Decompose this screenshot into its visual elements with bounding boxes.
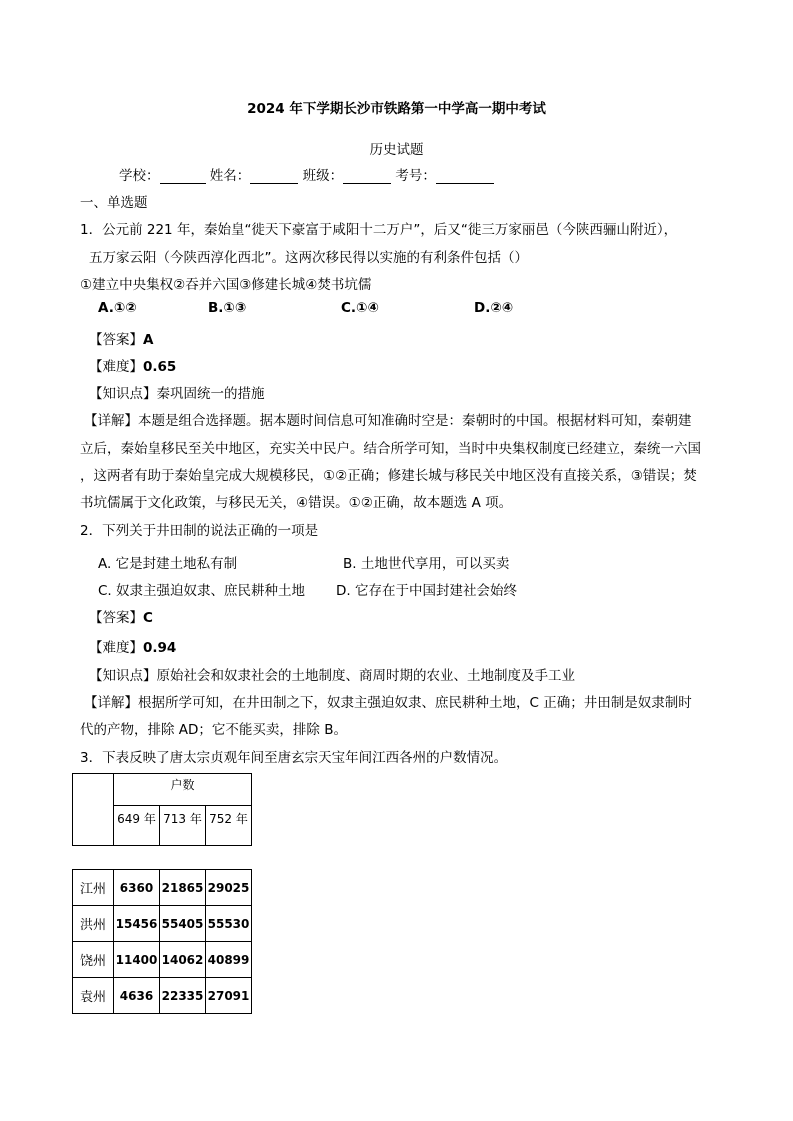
table-cell: 15456 <box>114 906 160 942</box>
q1-option-b: B.①③ <box>208 300 247 316</box>
q2-option-d: D. 它存在于中国封建社会始终 <box>336 583 517 599</box>
difficulty-label: 【难度】 <box>89 359 143 375</box>
q3-header-table <box>72 773 252 846</box>
difficulty-value: 0.65 <box>143 359 177 375</box>
q2-stem: 2．下列关于井田制的说法正确的一项是 <box>80 523 319 539</box>
q1-knowledge <box>89 382 265 402</box>
class-blank <box>343 168 391 184</box>
school-label: 学校： <box>119 168 160 184</box>
class-label: 班级： <box>302 168 344 184</box>
year-752: 752 年 <box>206 806 252 846</box>
header-households: 户数 <box>114 774 252 806</box>
prefecture-name: 饶州 <box>73 942 114 978</box>
q2-knowledge <box>89 664 575 684</box>
exam-subject: 历史试题 <box>369 142 424 158</box>
number-label: 考号： <box>395 168 436 184</box>
q1-detail-line4: 书坑儒属于文化政策，与移民无关，④错误。①②正确，故本题选 A 项。 <box>80 495 513 511</box>
table-cell: 11400 <box>114 942 160 978</box>
q1-detail-line2: 立后，秦始皇移民至关中地区，充实关中民户。结合所学可知，当时中央集权制度已经建立，秦统一六国 <box>80 441 701 457</box>
name-blank <box>250 168 298 184</box>
knowledge-value: 秦巩固统一的措施 <box>156 386 265 402</box>
q1-stem-line2: 五万家云阳（今陕西淳化西北”。这两次移民得以实施的有利条件包括（） <box>89 250 528 266</box>
answer-value: A <box>143 332 154 348</box>
detail-label: 【详解】 <box>84 413 138 429</box>
table-cell: 40899 <box>206 942 252 978</box>
difficulty-label: 【难度】 <box>89 640 143 656</box>
q3-stem: 3．下表反映了唐太宗贞观年间至唐玄宗天宝年间江西各州的户数情况。 <box>80 750 508 766</box>
answer-label: 【答案】 <box>89 610 143 626</box>
difficulty-value: 0.94 <box>143 640 177 656</box>
school-blank <box>160 168 206 184</box>
number-blank <box>436 168 494 184</box>
name-label: 姓名： <box>209 168 251 184</box>
answer-value: C <box>143 610 153 626</box>
student-info-fields <box>119 164 494 184</box>
detail-text: 根据所学可知，在井田制之下，奴隶主强迫奴隶、庶民耕种土地，C 正确；井田制是奴隶制时 <box>138 695 692 711</box>
q2-detail-line1 <box>84 691 692 711</box>
table-cell: 55530 <box>206 906 252 942</box>
q2-option-b: B. 土地世代享用，可以买卖 <box>343 556 510 572</box>
q1-option-c: C.①④ <box>341 300 379 316</box>
q1-detail-line3: ，这两者有助于秦始皇完成大规模移民，①②正确；修建长城与移民关中地区没有直接关系，③错误；焚 <box>80 468 697 484</box>
q2-difficulty <box>89 636 176 656</box>
table-row <box>73 942 252 978</box>
q3-data-table <box>72 869 252 1014</box>
q1-option-d: D.②④ <box>474 300 514 316</box>
q1-difficulty <box>89 355 176 375</box>
prefecture-name: 江州 <box>73 870 114 906</box>
q1-option-a: A.①② <box>98 300 137 316</box>
table-cell: 29025 <box>206 870 252 906</box>
detail-label: 【详解】 <box>84 695 138 711</box>
table-row <box>73 906 252 942</box>
table-cell: 27091 <box>206 978 252 1014</box>
answer-label: 【答案】 <box>89 332 143 348</box>
table-cell: 6360 <box>114 870 160 906</box>
q2-option-a: A. 它是封建土地私有制 <box>98 556 238 572</box>
table-cell: 21865 <box>160 870 206 906</box>
table-cell: 22335 <box>160 978 206 1014</box>
table-row <box>73 978 252 1014</box>
prefecture-name: 袁州 <box>73 978 114 1014</box>
header-empty-cell <box>73 774 114 846</box>
q1-detail-line1 <box>84 409 692 429</box>
q1-answer <box>89 328 153 348</box>
knowledge-value: 原始社会和奴隶社会的土地制度、商周时期的农业、土地制度及手工业 <box>156 668 575 684</box>
detail-text: 本题是组合选择题。据本题时间信息可知准确时空是：秦朝时的中国。根据材料可知，秦朝建 <box>138 413 692 429</box>
exam-title: 2024 年下学期长沙市铁路第一中学高一期中考试 <box>247 101 546 117</box>
q1-items: ①建立中央集权②吞并六国③修建长城④焚书坑儒 <box>80 277 372 293</box>
q2-answer <box>89 606 153 626</box>
table-cell: 55405 <box>160 906 206 942</box>
q2-option-c: C. 奴隶主强迫奴隶、庶民耕种土地 <box>98 583 306 599</box>
table-cell: 4636 <box>114 978 160 1014</box>
q2-detail-line2: 代的产物，排除 AD；它不能买卖，排除 B。 <box>80 722 347 738</box>
knowledge-label: 【知识点】 <box>89 386 157 402</box>
year-649: 649 年 <box>114 806 160 846</box>
table-row <box>73 870 252 906</box>
knowledge-label: 【知识点】 <box>89 668 157 684</box>
q1-stem-line1: 1．公元前 221 年，秦始皇“徙天下豪富于咸阳十二万户”，后又“徙三万家丽邑（今陕西骊山附近）， <box>80 222 678 238</box>
section-heading: 一、单选题 <box>80 195 148 211</box>
prefecture-name: 洪州 <box>73 906 114 942</box>
year-713: 713 年 <box>160 806 206 846</box>
table-cell: 14062 <box>160 942 206 978</box>
